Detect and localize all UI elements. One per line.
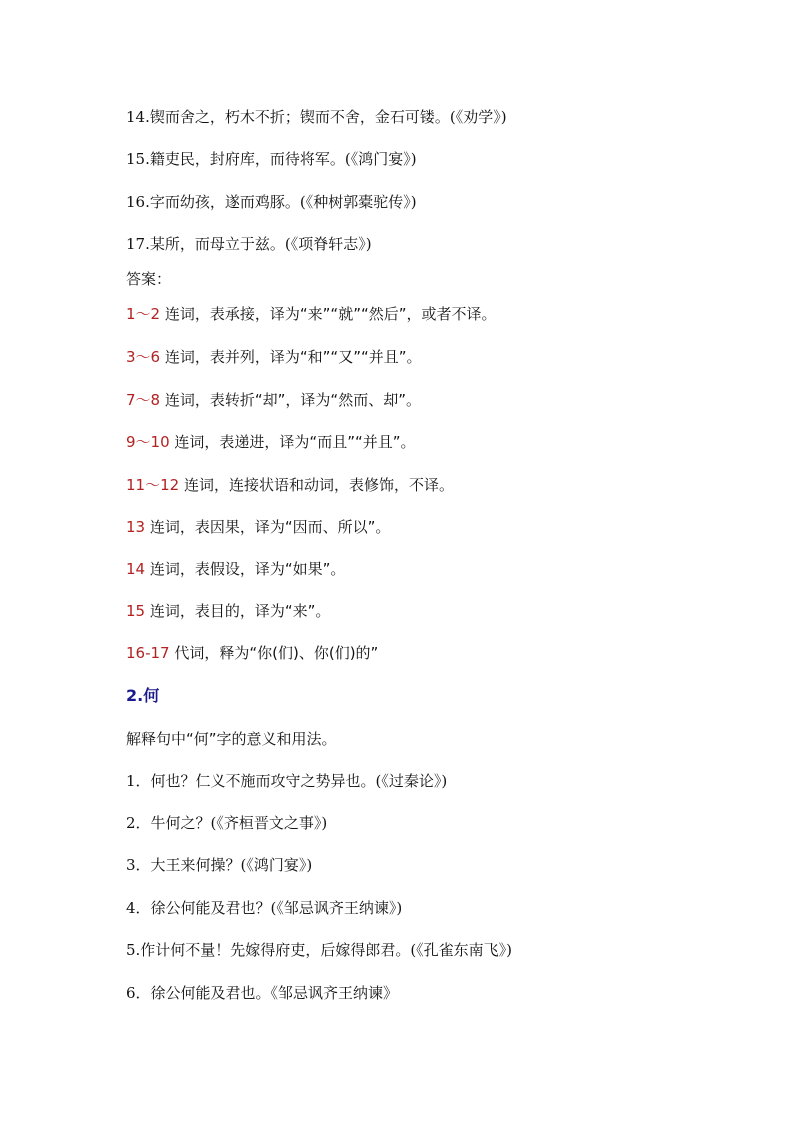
answer-text: 代词，释为“你(们)、你(们)的” <box>174 644 379 662</box>
answer-item <box>126 517 390 537</box>
answer-text: 连词，表目的，译为“来”。 <box>149 602 331 620</box>
example-line: 17.某所，而母立于兹。(《项脊轩志》) <box>126 235 372 253</box>
answer-item <box>126 475 454 495</box>
answer-text: 连词，表因果，译为“因而、所以”。 <box>149 518 391 536</box>
question-item: 4．徐公何能及君也？(《邹忌讽齐王纳谏》) <box>126 899 403 917</box>
answer-text: 连词，表并列，译为“和”“又”“并且”。 <box>164 348 422 366</box>
answer-number: 9～10 <box>126 433 170 451</box>
answer-number: 1～2 <box>126 305 161 323</box>
answer-text: 连词，表递进，译为“而且”“并且”。 <box>174 433 416 451</box>
answer-item <box>126 304 497 324</box>
answer-number: 3～6 <box>126 348 161 366</box>
question-item: 1．何也？仁义不施而攻守之势异也。(《过秦论》) <box>126 772 448 790</box>
answer-item <box>126 643 378 663</box>
section-heading: 2.何 <box>126 686 160 705</box>
answer-text: 连词，表假设，译为“如果”。 <box>149 560 346 578</box>
answer-item <box>126 347 422 367</box>
answer-item <box>126 601 330 621</box>
answer-number: 14 <box>126 560 146 578</box>
answer-item <box>126 559 345 579</box>
example-line: 15.籍吏民，封府库，而待将军。(《鸿门宴》) <box>126 150 417 168</box>
example-line: 14.锲而舍之，朽木不折；锲而不舍，金石可镂。(《劝学》) <box>126 108 507 126</box>
answer-text: 连词，连接状语和动词，表修饰，不译。 <box>183 476 454 494</box>
answer-text: 连词，表承接，译为“来”“就”“然后”，或者不译。 <box>164 305 497 323</box>
question-item: 6．徐公何能及君也。《邹忌讽齐王纳谏》 <box>126 984 399 1002</box>
answer-text: 连词，表转折“却”，译为“然而、却”。 <box>164 391 421 409</box>
instruction-text: 解释句中“何”字的意义和用法。 <box>126 730 337 748</box>
answer-item <box>126 390 421 410</box>
answer-number: 15 <box>126 602 146 620</box>
answer-number: 7～8 <box>126 391 161 409</box>
answer-label: 答案： <box>126 270 172 288</box>
question-item: 5.作计何不量！先嫁得府吏，后嫁得郎君。(《孔雀东南飞》) <box>126 941 513 959</box>
answer-number: 16-17 <box>126 644 170 662</box>
question-item: 2．牛何之？(《齐桓晋文之事》) <box>126 814 328 832</box>
answer-item <box>126 432 416 452</box>
question-item: 3．大王来何操？(《鸿门宴》) <box>126 856 313 874</box>
answer-number: 13 <box>126 518 146 536</box>
example-line: 16.字而幼孩，遂而鸡豚。(《种树郭橐驼传》) <box>126 193 417 211</box>
answer-number: 11～12 <box>126 476 180 494</box>
